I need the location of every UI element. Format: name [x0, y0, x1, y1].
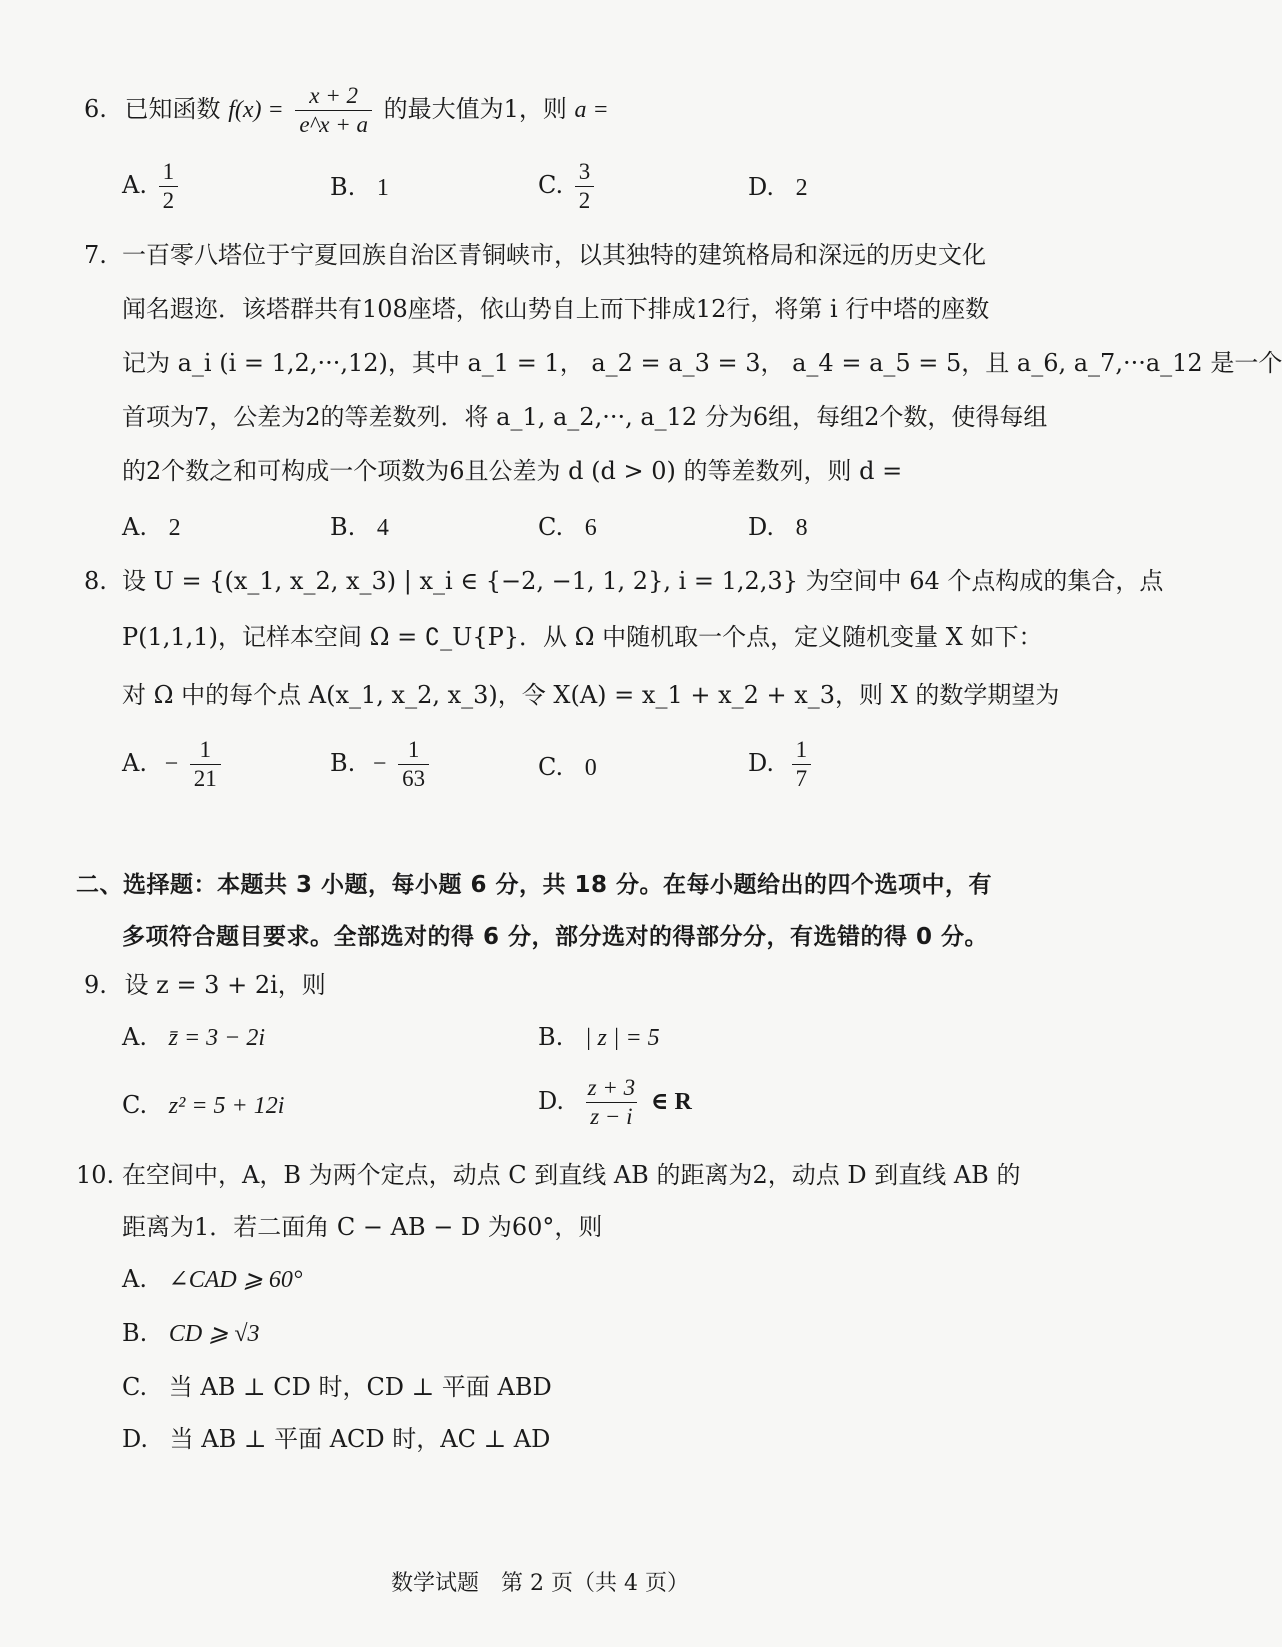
q6-fraction-numerator: x + 2 [309, 83, 359, 108]
q9-option-d [538, 1076, 692, 1129]
q6-fraction [295, 84, 372, 137]
fraction-denominator: 21 [190, 764, 221, 791]
q6-function: f(x) = [228, 97, 284, 123]
q7-line-2: 闻名遐迩．该塔群共有108座塔，依山势自上而下排成12行，将第 i 行中塔的座数 [122, 295, 990, 323]
q8-number: 8. [84, 567, 107, 595]
q7-option-d [748, 512, 808, 543]
option-value: 6 [584, 515, 597, 541]
option-value: 2 [168, 515, 181, 541]
q7-number: 7. [84, 241, 107, 269]
fraction-denominator: 2 [159, 186, 179, 213]
option-sign: − [372, 751, 387, 777]
fraction-numerator: 1 [407, 737, 420, 762]
option-label: C. [538, 753, 564, 781]
q6-option-d [748, 172, 808, 203]
option-label: D. [122, 1425, 149, 1453]
fraction-numerator: 3 [578, 159, 591, 184]
q8-option-d [748, 738, 815, 791]
option-value: 2 [795, 175, 808, 201]
q6-option-c [538, 160, 598, 213]
q7-option-b [330, 512, 389, 543]
q6-tail: a = [574, 97, 609, 123]
option-label: D. [538, 1087, 565, 1115]
fraction-numerator: 1 [162, 159, 175, 184]
option-fraction [584, 1076, 639, 1129]
question-6 [84, 84, 609, 137]
option-text: z² = 5 + 12i [168, 1093, 285, 1119]
option-label: B. [122, 1319, 148, 1347]
page-footer: 数学试题 第 2 页（共 4 页） [391, 1571, 689, 1596]
option-fraction [792, 738, 812, 791]
option-label: C. [122, 1373, 148, 1401]
q9-number: 9. [84, 971, 107, 999]
q7-option-a [122, 512, 181, 543]
q7-line-1: 一百零八塔位于宁夏回族自治区青铜峡市，以其独特的建筑格局和深远的历史文化 [122, 241, 986, 269]
q6-text-post: 的最大值为1，则 [383, 95, 567, 123]
option-sign: − [164, 751, 179, 777]
option-label: C. [538, 171, 564, 199]
option-label: C. [538, 513, 564, 541]
option-label: B. [330, 173, 356, 201]
q10-line-2: 距离为1．若二面角 C − AB − D 为60°，则 [122, 1213, 603, 1241]
option-label: D. [748, 749, 775, 777]
q6-option-a [122, 160, 182, 213]
q6-text-pre: 已知函数 [124, 95, 221, 123]
q7-line-4: 首项为7，公差为2的等差数列．将 a_1, a_2,···, a_12 分为6组，每组2个数，使得每组 [122, 403, 1048, 431]
q10-line-1: 在空间中，A，B 为两个定点，动点 C 到直线 AB 的距离为2，动点 D 到直线 AB 的 [122, 1161, 1021, 1189]
q10-option-d [122, 1424, 550, 1454]
q9-option-b [538, 1022, 660, 1053]
q8-option-b [330, 738, 433, 791]
option-label: A. [122, 1265, 147, 1293]
option-text: z̄ = 3 − 2i [168, 1025, 266, 1051]
q10-number: 10. [76, 1161, 115, 1189]
option-value: 8 [795, 515, 808, 541]
fraction-denominator: z − i [586, 1102, 636, 1129]
option-label: B. [330, 513, 356, 541]
option-value: 0 [584, 755, 597, 781]
q7-line-5: 的2个数之和可构成一个项数为6且公差为 d (d > 0) 的等差数列，则 d = [122, 457, 903, 485]
q8-option-c [538, 752, 597, 783]
q9-option-c [122, 1090, 284, 1121]
option-label: A. [122, 171, 147, 199]
q8-option-a [122, 738, 225, 791]
option-value: 1 [376, 175, 389, 201]
q10-option-a [122, 1264, 302, 1295]
option-fraction [575, 160, 595, 213]
option-label: B. [538, 1023, 564, 1051]
option-label: A. [122, 1023, 147, 1051]
q6-option-b [330, 172, 389, 203]
option-value: 4 [376, 515, 389, 541]
option-text: ∠CAD ⩾ 60° [168, 1267, 303, 1293]
fraction-denominator: 63 [398, 764, 429, 791]
option-label: D. [748, 173, 775, 201]
section-2-heading-line-1: 二、选择题：本题共 3 小题，每小题 6 分，共 18 分。在每小题给出的四个选项中，有 [76, 872, 993, 898]
option-fraction [190, 738, 221, 791]
option-text: | z | = 5 [584, 1025, 660, 1051]
fraction-numerator: 1 [199, 737, 212, 762]
fraction-denominator: 2 [575, 186, 595, 213]
q8-line-2: P(1,1,1)，记样本空间 Ω = ∁_U{P}．从 Ω 中随机取一个点，定义随机变量 X 如下： [122, 623, 1043, 651]
q7-line-3: 记为 a_i (i = 1,2,···,12)，其中 a_1 = 1， a_2 = a_3 = 3， a_4 = a_5 = 5，且 a_6, a_7,···a_12 是一个 [122, 349, 1282, 377]
q8-line-1: 设 U = {(x_1, x_2, x_3) | x_i ∈ {−2, −1, 1, 2}, i = 1,2,3} 为空间中 64 个点构成的集合，点 [122, 567, 1164, 595]
q9-stem: 设 z = 3 + 2i，则 [124, 971, 326, 999]
fraction-denominator: 7 [792, 764, 812, 791]
q10-option-c [122, 1372, 552, 1402]
q6-fraction-denominator: e^x + a [295, 110, 372, 137]
option-text: CD ⩾ √3 [168, 1321, 260, 1347]
question-9 [84, 970, 326, 1000]
option-label: A. [122, 513, 147, 541]
q6-number: 6. [84, 95, 107, 123]
fraction-numerator: z + 3 [587, 1075, 636, 1100]
option-fraction [159, 160, 179, 213]
option-text: 当 AB ⊥ 平面 ACD 时，AC ⊥ AD [169, 1425, 551, 1453]
option-label: C. [122, 1091, 148, 1119]
section-2-heading-line-2: 多项符合题目要求。全部选对的得 6 分，部分选对的得部分分，有选错的得 0 分。 [122, 924, 989, 950]
option-label: A. [122, 749, 147, 777]
fraction-numerator: 1 [795, 737, 808, 762]
q10-option-b [122, 1318, 260, 1349]
option-text: 当 AB ⊥ CD 时，CD ⊥ 平面 ABD [168, 1373, 552, 1401]
option-tail: ∈ R [650, 1089, 692, 1115]
q8-line-3: 对 Ω 中的每个点 A(x_1, x_2, x_3)，令 X(A) = x_1 + x_2 + x_3，则 X 的数学期望为 [122, 681, 1060, 709]
q7-option-c [538, 512, 597, 543]
option-label: D. [748, 513, 775, 541]
q9-option-a [122, 1022, 265, 1053]
option-fraction [398, 738, 429, 791]
option-label: B. [330, 749, 356, 777]
